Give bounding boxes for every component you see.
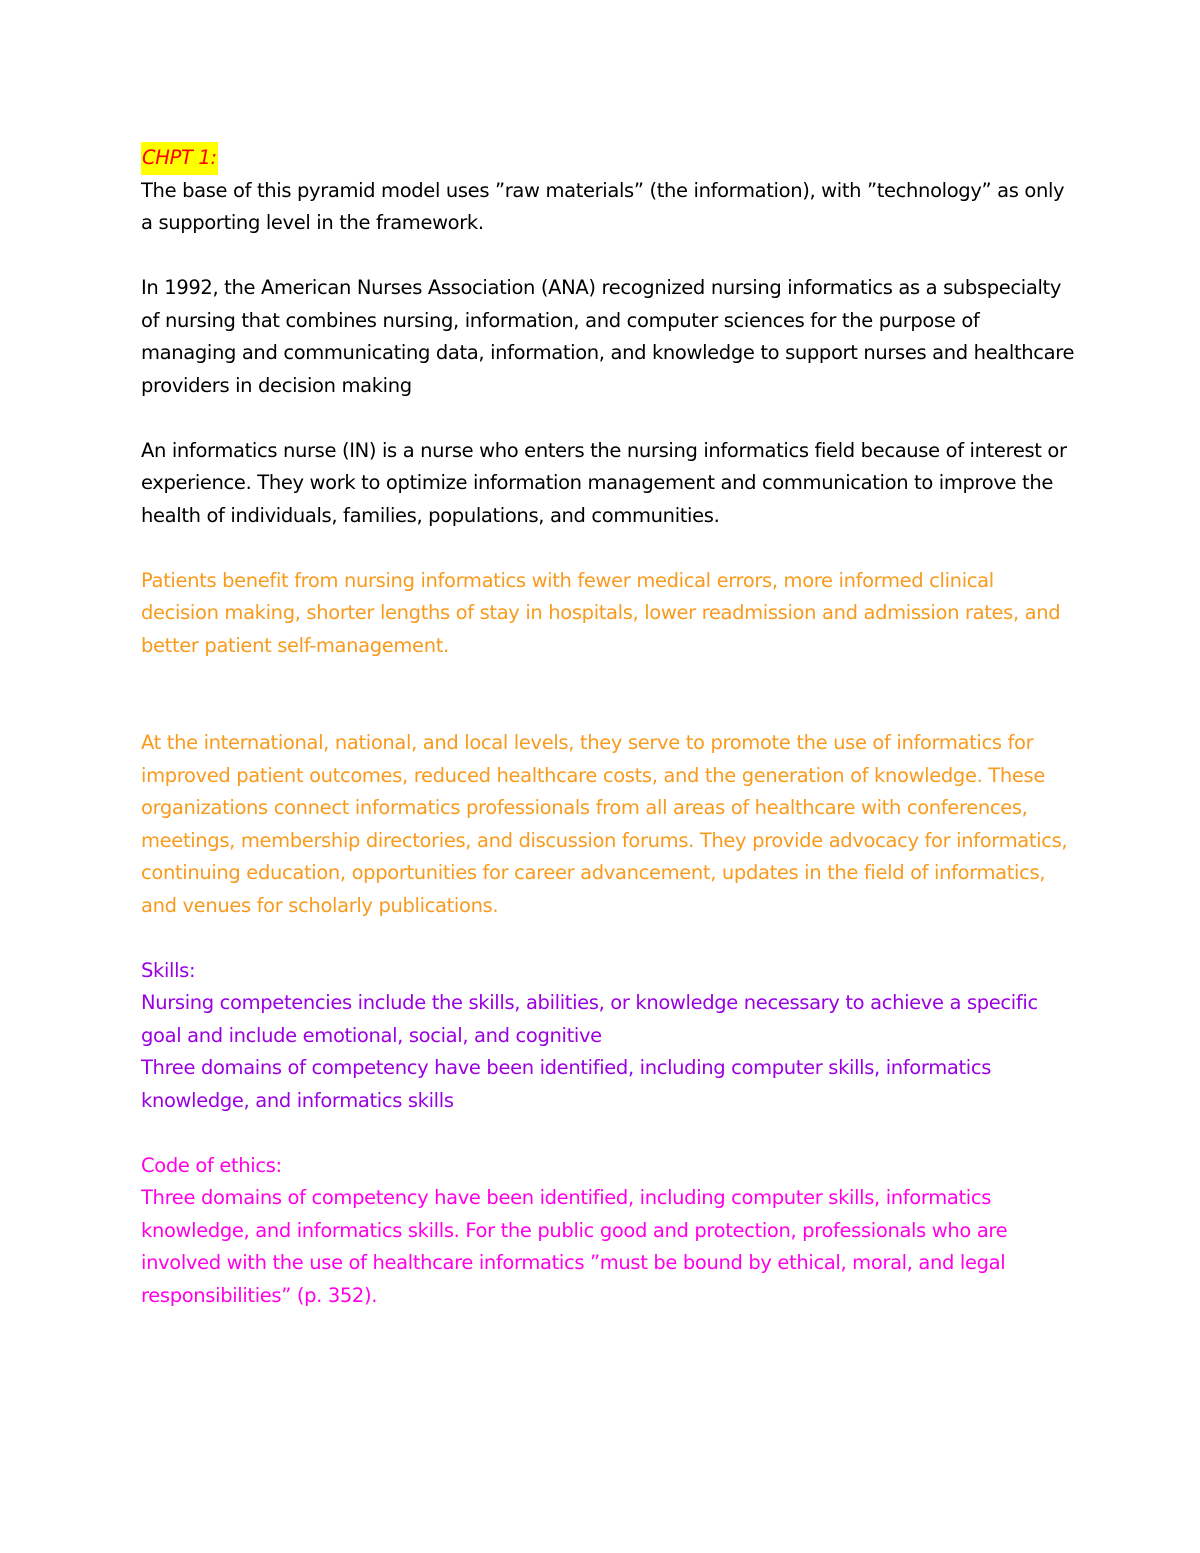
patients-benefit-paragraph: Patients benefit from nursing informatics with fewer medical errors, more informed clinical decision making, shorter lengths of stay in hospitals, lower readmission and admission rates, and better patient self-management. <box>141 568 1061 657</box>
spacer <box>141 532 1076 565</box>
spacer <box>141 922 1076 955</box>
organizations-paragraph: At the international, national, and local levels, they serve to promote the use of informatics for improved patient outcomes, reduced healthcare costs, and the generation of knowledge. These organizations connect informatics professionals from all areas of healthcare with conferences, meetings, membership directories, and discussion forums. They provide advocacy for informatics, continuing education, opportunities for career advancement, updates in the field of informatics, and venues for scholarly publications. <box>141 731 1068 917</box>
chapter-heading-line <box>141 142 1076 175</box>
spacer <box>141 402 1076 435</box>
spacer <box>141 662 1076 727</box>
document-body <box>141 142 1076 1312</box>
spacer <box>141 1117 1076 1150</box>
skills-competencies-paragraph: Nursing competencies include the skills, abilities, or knowledge necessary to achieve a specific goal and include emotional, social, and cognitive <box>141 991 1038 1047</box>
informatics-nurse-paragraph: An informatics nurse (IN) is a nurse who enters the nursing informatics field because of interest or experience. They work to optimize information management and communication to improve the health of individuals, families, populations, and communities. <box>141 438 1067 527</box>
skills-domains-paragraph: Three domains of competency have been identified, including computer skills, informatics knowledge, and informatics skills <box>141 1056 992 1112</box>
spacer <box>141 240 1076 273</box>
skills-heading: Skills: <box>141 958 196 982</box>
ethics-paragraph: Three domains of competency have been identified, including computer skills, informatics knowledge, and informatics skills. For the public good and protection, professionals who are involved with the use of healthcare informatics ”must be bound by ethical, moral, and legal responsibilities” (p. 352). <box>141 1186 1008 1307</box>
pyramid-paragraph: The base of this pyramid model uses ”raw materials” (the information), with ”technology” as only a supporting level in the framework. <box>141 178 1065 234</box>
chapter-heading: CHPT 1: <box>141 142 218 175</box>
ana-paragraph: In 1992, the American Nurses Association (ANA) recognized nursing informatics as a subspecialty of nursing that combines nursing, information, and computer sciences for the purpose of managing and communicating data, information, and knowledge to support nurses and healthcare providers in decision making <box>141 276 1075 397</box>
ethics-heading: Code of ethics: <box>141 1153 282 1177</box>
